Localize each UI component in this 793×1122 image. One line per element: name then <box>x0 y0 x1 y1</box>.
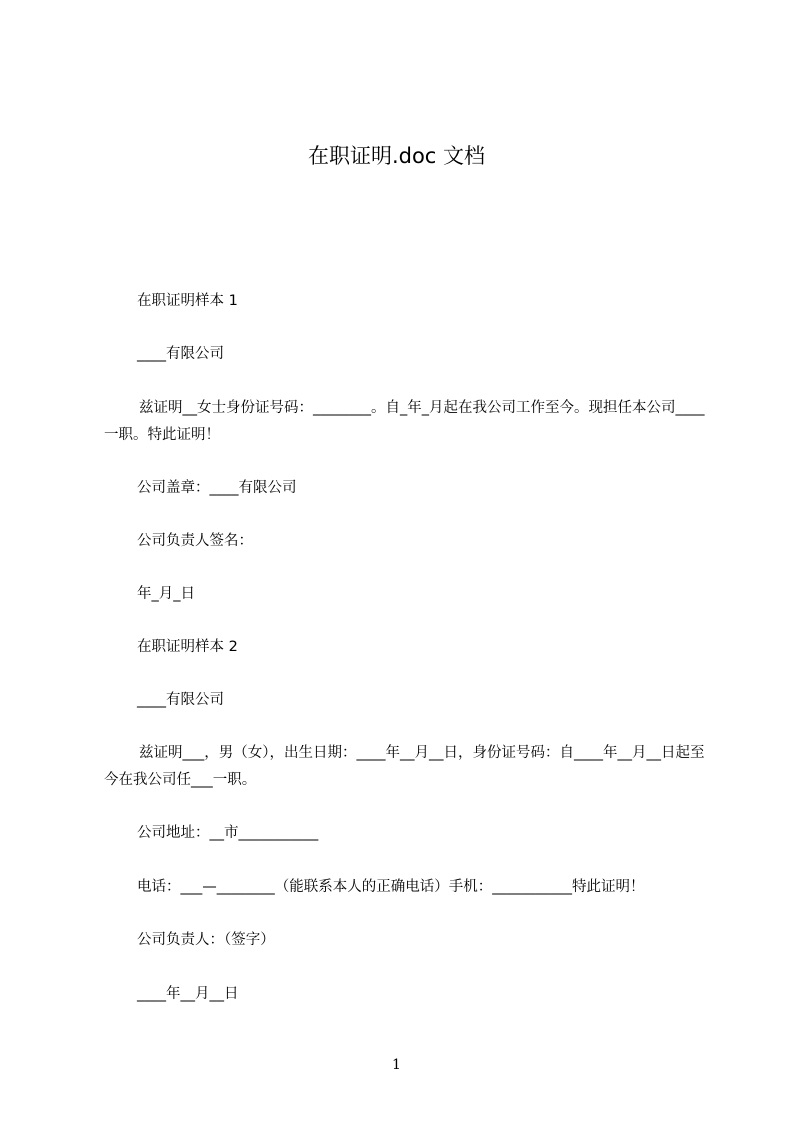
sample1-seal: 公司盖章：____有限公司 <box>137 480 297 496</box>
sample2-heading: 在职证明样本 2 <box>137 639 238 655</box>
sample1-heading: 在职证明样本 1 <box>137 293 238 309</box>
sample1-signature: 公司负责人签名： <box>137 533 253 549</box>
sample1-date: 年_月_日 <box>137 586 195 602</box>
sample2-signer: 公司负责人：（签字） <box>137 932 275 948</box>
sample2-date: ____年__月__日 <box>137 986 239 1002</box>
sample2-body: 兹证明___，男（女），出生日期：____年__月__日，身份证号码：自____年__月__日起至今在我公司任___一职。 <box>104 745 705 788</box>
sample1-company: ____有限公司 <box>137 346 224 362</box>
sample1-body: 兹证明__女士身份证号码：________。自_年_月起在我公司工作至今。现担任本公司____一职。特此证明！ <box>104 400 705 443</box>
sample2-company: ____有限公司 <box>137 692 224 708</box>
page-number: 1 <box>392 1057 401 1073</box>
sample2-address: 公司地址：__市___________ <box>137 825 319 841</box>
sample2-phone: 电话：___—________（能联系本人的正确电话）手机：___________特此证明！ <box>137 879 645 895</box>
document-title: 在职证明.doc 文档 <box>307 144 486 168</box>
